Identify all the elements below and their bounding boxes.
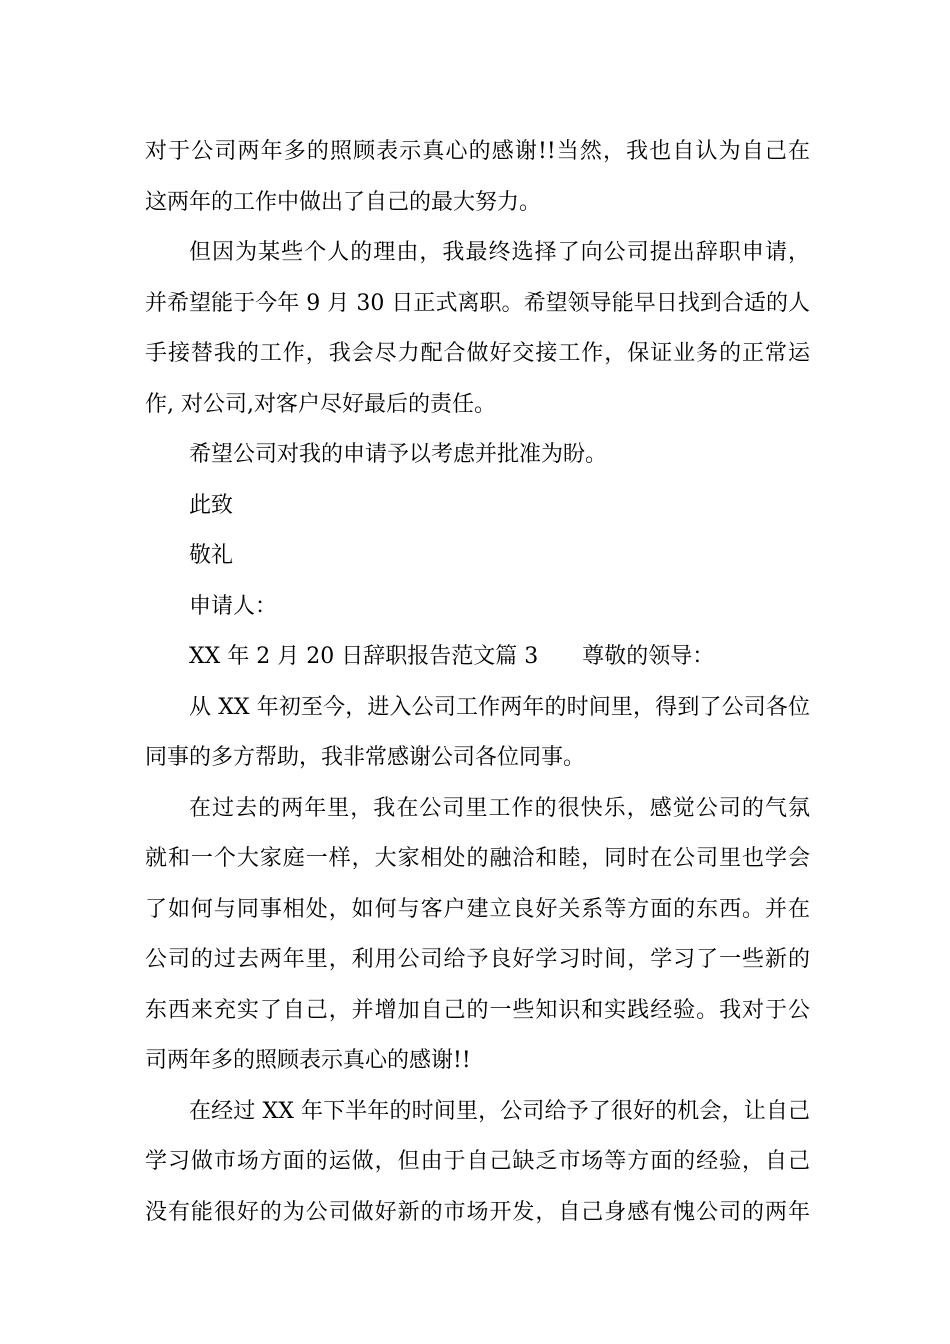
document-body (145, 127, 810, 1238)
text-line: 但因为某些个人的理由，我最终选择了向公司提出辞职申请， (189, 240, 810, 265)
text-line: 手接替我的工作，我会尽力配合做好交接工作，保证业务的正常运 (145, 341, 810, 366)
text-line: 没有能很好的为公司做好新的市场开发，自己身感有愧公司的两年 (145, 1199, 810, 1225)
text-line: 了如何与同事相处，如何与客户建立良好关系等方面的东西。并在 (145, 896, 810, 922)
text-line: 敬礼 (189, 543, 234, 568)
text-line: 从 XX 年初至今，进入公司工作两年的时间里，得到了公司各位 (189, 694, 811, 720)
text-line: 司两年多的照顾表示真心的感谢!! (145, 1048, 471, 1073)
text-line: XX 年 2 月 20 日辞职报告范文篇 3 尊敬的领导： (189, 644, 715, 669)
text-line: 同事的多方帮助，我非常感谢公司各位同事。 (145, 745, 586, 770)
text-line: 这两年的工作中做出了自己的最大努力。 (145, 189, 542, 215)
text-line: 公司的过去两年里，利用公司给予良好学习时间，学习了一些新的 (145, 947, 810, 972)
text-line: 希望公司对我的申请予以考虑并批准为盼。 (189, 442, 608, 467)
text-line: 对于公司两年多的照顾表示真心的感谢!!当然，我也自认为自己在 (145, 139, 810, 164)
text-line: 东西来充实了自己，并增加自己的一些知识和实践经验。我对于公 (145, 997, 810, 1023)
text-line: 就和一个大家庭一样，大家相处的融洽和睦，同时在公司里也学会 (145, 846, 810, 871)
text-line: 学习做市场方面的运做，但由于自己缺乏市场等方面的经验，自己 (145, 1149, 810, 1174)
text-line: 在过去的两年里，我在公司里工作的很快乐，感觉公司的气氛 (189, 795, 810, 821)
text-line: 在经过 XX 年下半年的时间里，公司给予了很好的机会，让自己 (189, 1098, 810, 1124)
text-line: 此致 (189, 492, 234, 518)
text-line: 申请人： (189, 593, 278, 619)
text-line: 并希望能于今年 9 月 30 日正式离职。希望领导能早日找到合适的人 (145, 290, 810, 316)
text-line: 作, 对公司,对客户尽好最后的责任。 (145, 391, 496, 417)
